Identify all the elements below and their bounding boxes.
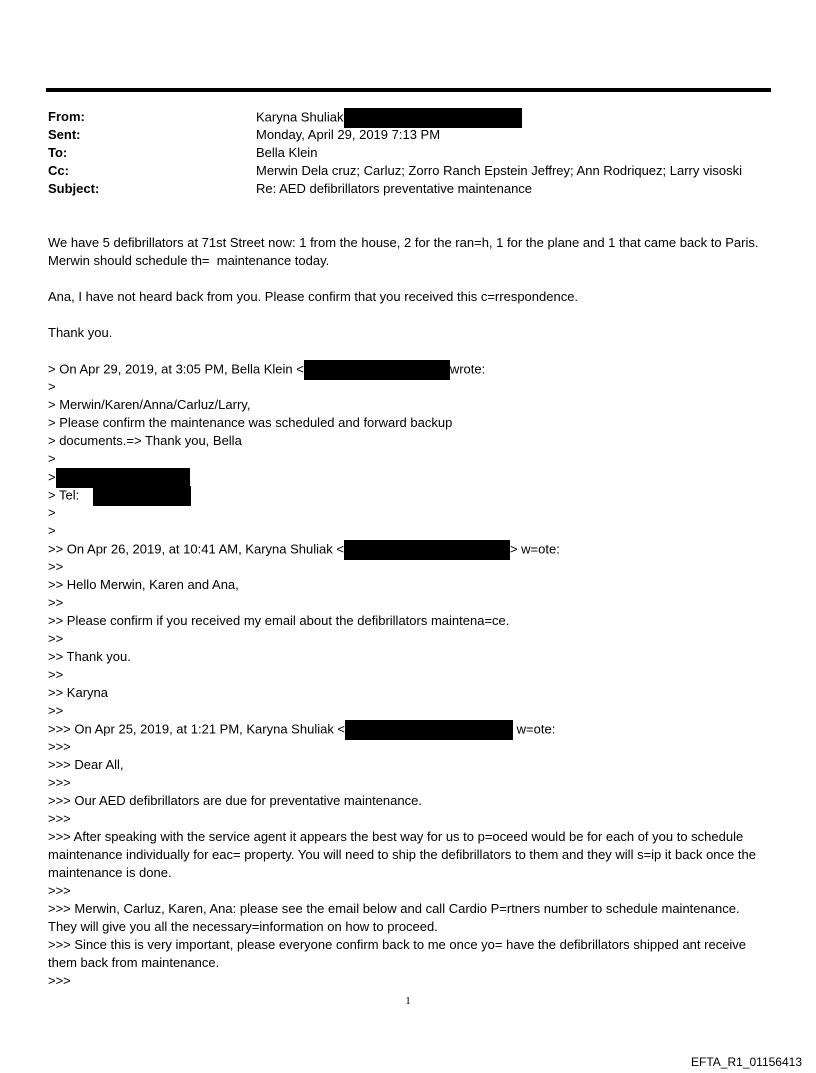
quoted-paragraph: >>> Since this is very important, please everyone confirm back to me once yo= have the defibrillators shipped ant receive them back from maintenance.: [48, 937, 750, 970]
redaction-block: [344, 108, 522, 128]
quoted-line: > documents.=> Thank you, Bella: [48, 433, 242, 448]
cc-value: Merwin Dela cruz; Carluz; Zorro Ranch Epstein Jeffrey; Ann Rodriquez; Larry visoski: [256, 163, 743, 178]
quoted-line: >: [48, 468, 770, 486]
header-rule: [46, 88, 771, 92]
subject-label: Subject:: [48, 181, 100, 196]
quoted-line: > Merwin/Karen/Anna/Carluz/Larry,: [48, 397, 251, 412]
quoted-line: > On Apr 29, 2019, at 3:05 PM, Bella Klein < wrote:: [48, 360, 770, 378]
quoted-line: >>>: [48, 811, 71, 826]
body-paragraph: Ana, I have not heard back from you. Please confirm that you received this c=rrespondence.: [48, 289, 579, 304]
quoted-line: >: [48, 505, 56, 520]
quoted-line: >>: [48, 595, 64, 610]
body-paragraph: We have 5 defibrillators at 71st Street now: 1 from the house, 2 for the ran=h, 1 for the plane and 1 that came back to Paris. Merwin should schedule th= maintenance today.: [48, 235, 763, 268]
quoted-line: >>: [48, 667, 64, 682]
sent-label: Sent:: [48, 127, 81, 142]
redaction-block: [304, 360, 450, 380]
quoted-line: >>> On Apr 25, 2019, at 1:21 PM, Karyna Shuliak < w=ote:: [48, 720, 770, 738]
quoted-line: >>> Dear All,: [48, 757, 124, 772]
sent-value: Monday, April 29, 2019 7:13 PM: [256, 127, 441, 142]
quoted-line: > Tel:: [48, 486, 770, 504]
document-id: EFTA_R1_01156413: [691, 1055, 802, 1069]
subject-value: Re: AED defibrillators preventative maintenance: [256, 181, 533, 196]
quoted-line: >> Hello Merwin, Karen and Ana,: [48, 577, 239, 592]
from-value: [256, 108, 522, 128]
quoted-line: >: [48, 379, 56, 394]
page-number: 1: [405, 995, 411, 1007]
quoted-line: >: [48, 451, 56, 466]
quoted-line: >: [48, 523, 56, 538]
quoted-line: >>: [48, 703, 64, 718]
quoted-line: >>>: [48, 883, 71, 898]
quoted-line: >> On Apr 26, 2019, at 10:41 AM, Karyna Shuliak < > w=ote:: [48, 540, 770, 558]
quoted-line: >>: [48, 631, 64, 646]
redaction-block: [344, 540, 510, 560]
email-body: [48, 234, 770, 990]
from-name: Karyna Shuliak: [256, 109, 344, 125]
quoted-line: >> Karyna: [48, 685, 108, 700]
quoted-line: >> Please confirm if you received my email about the defibrillators maintena=ce.: [48, 613, 510, 628]
to-label: To:: [48, 145, 68, 160]
quoted-line: >>>: [48, 775, 71, 790]
quoted-line: >>>: [48, 973, 71, 988]
quoted-line: >>: [48, 559, 64, 574]
cc-label: Cc:: [48, 163, 69, 178]
redaction-block: [345, 720, 513, 740]
to-value: Bella Klein: [256, 145, 318, 160]
quoted-line: >>> Our AED defibrillators are due for preventative maintenance.: [48, 793, 422, 808]
quoted-line: >> Thank you.: [48, 649, 131, 664]
quoted-paragraph: >>> After speaking with the service agent it appears the best way for us to p=oceed would be for each of you to schedule maintenance individually for eac= property. You will need to ship the defibrillators to them and they will s=ip it back once the maintenance is done.: [48, 829, 760, 880]
body-paragraph: Thank you.: [48, 325, 113, 340]
redaction-block: [93, 486, 191, 506]
redaction-block: [56, 468, 190, 488]
from-label: From:: [48, 109, 85, 124]
quoted-paragraph: >>> Merwin, Carluz, Karen, Ana: please see the email below and call Cardio P=rtners number to schedule maintenance. They will give you all the necessary=information on how to proceed.: [48, 901, 743, 934]
quoted-line: > Please confirm the maintenance was scheduled and forward backup: [48, 415, 453, 430]
quoted-line: >>>: [48, 739, 71, 754]
